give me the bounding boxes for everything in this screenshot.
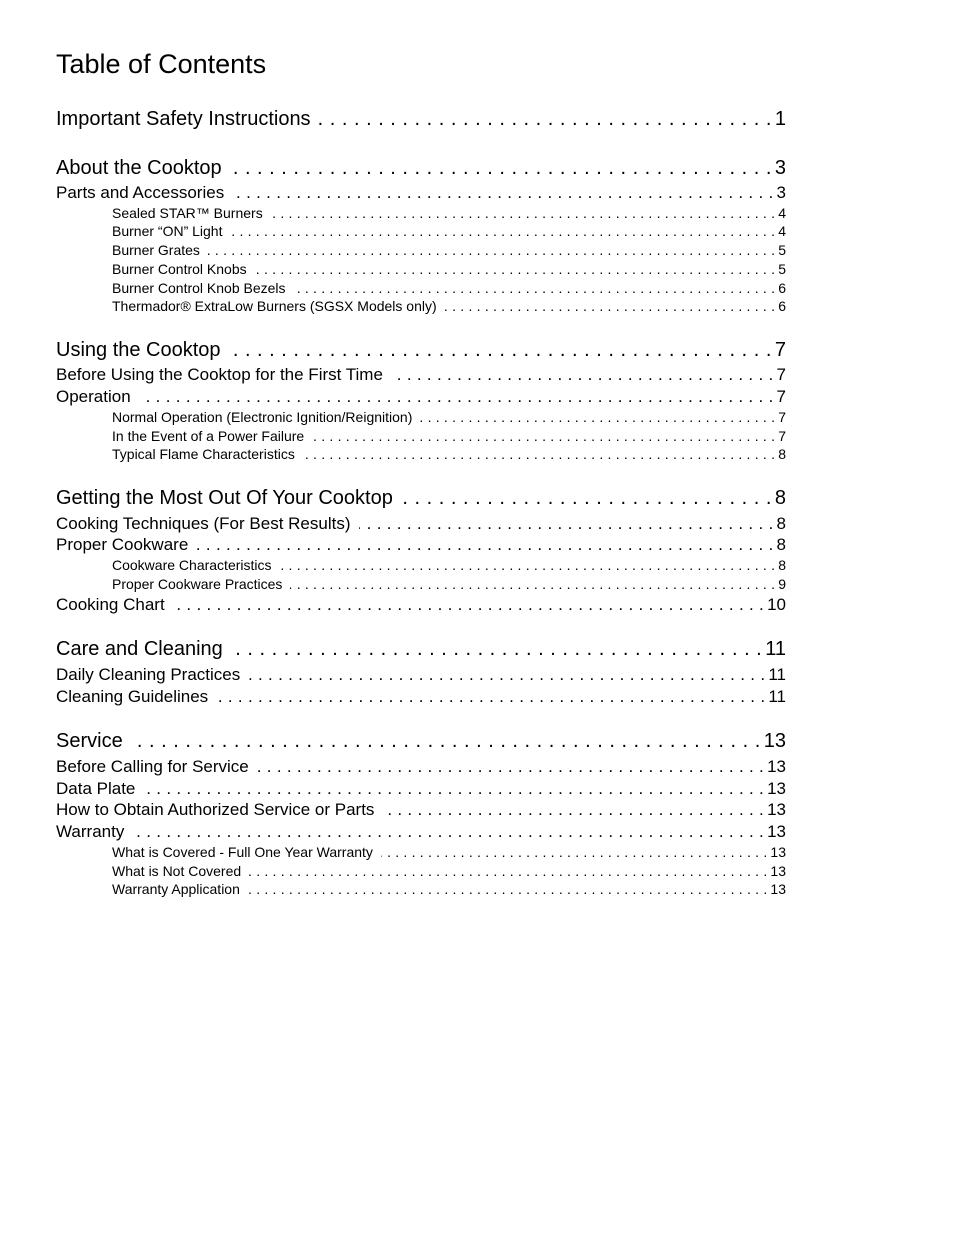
toc-entry-label: Service [56, 730, 123, 752]
dot-leader [216, 686, 765, 707]
toc-entry[interactable] [56, 756, 786, 777]
dot-leader [248, 881, 768, 898]
toc-entry[interactable] [56, 107, 786, 131]
toc-entry-page: 13 [770, 881, 786, 897]
toc-entry-page: 4 [778, 223, 786, 239]
toc-entry-label: Cookware Characteristics [112, 557, 272, 573]
dot-leader [280, 557, 776, 574]
dot-leader [381, 844, 768, 861]
toc-entry-page: 11 [768, 687, 786, 706]
dot-leader [208, 242, 775, 259]
toc-entry-label: Typical Flame Characteristics [112, 446, 295, 462]
toc-entry[interactable] [56, 821, 786, 842]
toc-entry-page: 13 [763, 730, 786, 752]
toc-entry-label: Getting the Most Out Of Your Cooktop [56, 487, 393, 509]
dot-leader [319, 107, 772, 131]
toc-entry-label: Thermador® ExtraLow Burners (SGSX Models only) [112, 298, 437, 314]
dot-leader [248, 664, 765, 685]
toc-entry[interactable] [56, 386, 786, 407]
dot-leader [131, 729, 761, 753]
toc-entry-page: 11 [765, 638, 786, 660]
toc-entry-page: 7 [778, 428, 786, 444]
dot-leader [382, 799, 764, 820]
toc-entry-label: In the Event of a Power Failure [112, 428, 305, 444]
toc-entry-page: 5 [778, 242, 786, 258]
toc-entry[interactable] [56, 513, 786, 534]
dot-leader [359, 513, 774, 534]
toc-entry[interactable] [112, 409, 786, 426]
toc-entry-label: Proper Cookware [56, 535, 189, 554]
toc-entry-label: What is Covered - Full One Year Warranty [112, 844, 373, 860]
toc-entry-label: Proper Cookware Practices [112, 576, 283, 592]
toc-entry[interactable] [56, 594, 786, 615]
toc-entry-page: 7 [774, 339, 786, 361]
dot-leader [230, 223, 775, 240]
toc-entry-page: 8 [776, 514, 786, 533]
toc-entry[interactable] [56, 637, 786, 661]
dot-leader [196, 534, 773, 555]
dot-leader [294, 280, 776, 297]
toc-entry[interactable] [112, 446, 786, 463]
toc-entry-page: 3 [774, 157, 786, 179]
toc-entry-page: 6 [778, 280, 786, 296]
dot-leader [249, 863, 767, 880]
dot-leader [401, 486, 772, 510]
toc-entry-label: Care and Cleaning [56, 638, 223, 660]
toc-entry-page: 8 [774, 487, 786, 509]
toc-entry-page: 6 [778, 298, 786, 314]
toc-entry-label: Parts and Accessories [56, 183, 225, 202]
toc-entry-label: Sealed STAR™ Burners [112, 205, 263, 221]
dot-leader [231, 637, 762, 661]
toc-entry-label: Burner Control Knobs [112, 261, 247, 277]
toc-entry-page: 7 [778, 409, 786, 425]
toc-entry[interactable] [56, 686, 786, 707]
toc-entry-page: 3 [776, 183, 786, 202]
toc-entry[interactable] [112, 576, 786, 593]
toc-entry-label: Before Using the Cooktop for the First Time [56, 365, 383, 384]
toc-entry-label: Daily Cleaning Practices [56, 665, 241, 684]
toc-entry-page: 7 [776, 365, 786, 384]
toc-entry-page: 13 [767, 822, 786, 841]
dot-leader [139, 386, 774, 407]
toc-entry-page: 4 [778, 205, 786, 221]
toc-entry-page: 13 [767, 757, 786, 776]
dot-leader [445, 298, 776, 315]
toc-entry[interactable] [56, 156, 786, 180]
toc-entry-page: 13 [770, 844, 786, 860]
dot-leader [257, 756, 764, 777]
toc-entry-label: Burner Grates [112, 242, 200, 258]
toc-entry-label: Cooking Chart [56, 595, 165, 614]
toc-entry[interactable] [112, 205, 786, 222]
toc-entry[interactable] [56, 799, 786, 820]
dot-leader [290, 576, 775, 593]
toc-entry-label: Cooking Techniques (For Best Results) [56, 514, 351, 533]
toc-entry[interactable] [56, 364, 786, 385]
toc-entry-page: 7 [776, 387, 786, 406]
dot-leader [420, 409, 775, 426]
dot-leader [255, 261, 776, 278]
toc-entry-page: 1 [774, 108, 786, 130]
toc-entry-label: Normal Operation (Electronic Ignition/Reignition) [112, 409, 413, 425]
toc-entry[interactable] [56, 338, 786, 362]
toc-entry-label: Warranty Application [112, 881, 240, 897]
toc-entry-label: Burner “ON” Light [112, 223, 223, 239]
dot-leader [143, 778, 764, 799]
toc-entry-page: 9 [778, 576, 786, 592]
toc-entry-page: 10 [767, 595, 786, 614]
toc-entry-label: Warranty [56, 822, 125, 841]
toc-entry[interactable] [56, 729, 786, 753]
toc-entry[interactable] [56, 664, 786, 685]
toc-entry[interactable] [56, 778, 786, 799]
toc-entry-label: How to Obtain Authorized Service or Parts [56, 800, 375, 819]
toc-entry[interactable] [112, 428, 786, 445]
toc-entry-label: Burner Control Knob Bezels [112, 280, 286, 296]
toc-entry-page: 13 [770, 863, 786, 879]
toc-entry-label: Operation [56, 387, 131, 406]
dot-leader [173, 594, 764, 615]
toc-entry[interactable] [56, 182, 786, 203]
dot-leader [303, 446, 775, 463]
toc-entry[interactable] [56, 534, 786, 555]
dot-leader [230, 156, 772, 180]
toc-entry-label: Important Safety Instructions [56, 108, 311, 130]
toc-entry-label: Using the Cooktop [56, 339, 221, 361]
toc-entry[interactable] [112, 557, 786, 574]
toc-entry[interactable] [112, 261, 786, 278]
dot-leader [229, 338, 772, 362]
toc-entry-page: 13 [767, 779, 786, 798]
toc-entry[interactable] [112, 280, 786, 297]
toc-entry-label: Cleaning Guidelines [56, 687, 209, 706]
toc-entry[interactable] [112, 844, 786, 861]
toc-entry[interactable] [112, 863, 786, 880]
toc-entry-label: About the Cooktop [56, 157, 222, 179]
dot-leader [391, 364, 774, 385]
toc-entry-page: 8 [778, 557, 786, 573]
dot-leader [232, 182, 773, 203]
toc-entry-page: 8 [778, 446, 786, 462]
toc-entry-page: 8 [776, 535, 786, 554]
toc-entry[interactable] [56, 486, 786, 510]
toc-entry-label: Data Plate [56, 779, 136, 798]
dot-leader [312, 428, 775, 445]
toc-entry-label: What is Not Covered [112, 863, 242, 879]
dot-leader [271, 205, 776, 222]
toc-entry[interactable] [112, 881, 786, 898]
toc-entry-page: 11 [768, 665, 786, 684]
toc-entry[interactable] [112, 298, 786, 315]
toc-entry[interactable] [112, 223, 786, 240]
toc-entry-page: 5 [778, 261, 786, 277]
toc-entry-label: Before Calling for Service [56, 757, 249, 776]
toc-entry[interactable] [112, 242, 786, 259]
dot-leader [132, 821, 764, 842]
page-title: Table of Contents [56, 49, 267, 79]
toc-entry-page: 13 [767, 800, 786, 819]
